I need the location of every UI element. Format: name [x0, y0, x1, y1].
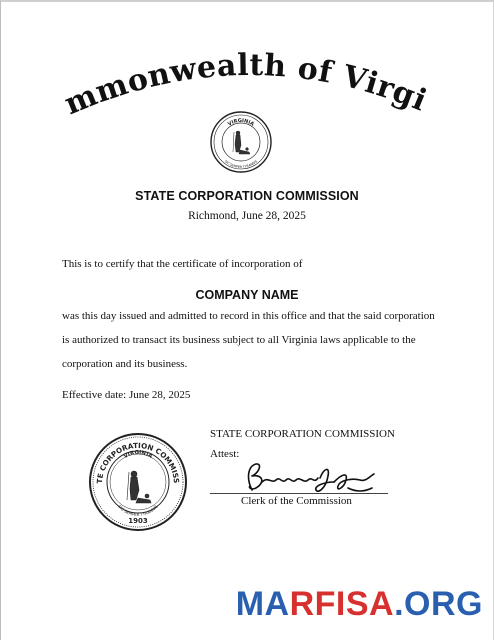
effective-date: Effective date: June 28, 2025 [62, 389, 191, 401]
commission-title: STATE CORPORATION COMMISSION [135, 189, 359, 203]
svg-text:STATE CORPORATION COMMISSION: TE CORPORATION COMMISS [94, 440, 182, 484]
signature-block-title: STATE CORPORATION COMMISSION [210, 428, 395, 440]
company-name: COMPANY NAME [195, 288, 299, 302]
svg-text:VIRGINIA: VIRGINIA [226, 117, 256, 128]
svg-text:SIC SEMPER TYRANNIS: SIC SEMPER TYRANNIS [223, 159, 259, 170]
body-line-3: corporation and its business. [62, 358, 188, 370]
commission-seal [88, 432, 188, 532]
watermark-part-3: .ORG [394, 585, 483, 623]
seal-year: 1903 [128, 517, 148, 525]
state-seal-top [209, 110, 273, 174]
clerk-signature [238, 458, 388, 498]
watermark-part-2: RFISA [289, 585, 395, 623]
watermark [236, 585, 483, 624]
body-line-1: was this day issued and admitted to record in this office and that the said corporation [62, 310, 435, 322]
svg-text:VIRGINIA: VIRGINIA [122, 449, 154, 460]
body-line-2: is authorized to transact its business subject to all Virginia laws applicable to the [62, 334, 416, 346]
certification-intro: This is to certify that the certificate of incorporation of [62, 258, 303, 270]
attest-label: Attest: [210, 448, 240, 460]
watermark-part-1: MA [235, 585, 290, 623]
place-and-date: Richmond, June 28, 2025 [188, 210, 306, 222]
heading-text: mmonwealth of Virgi [59, 47, 432, 123]
clerk-title: Clerk of the Commission [241, 495, 352, 507]
signature-line [210, 493, 388, 494]
svg-text:SIC SEMPER TYRANNIS: SIC SEMPER TYRANNIS [117, 503, 159, 517]
